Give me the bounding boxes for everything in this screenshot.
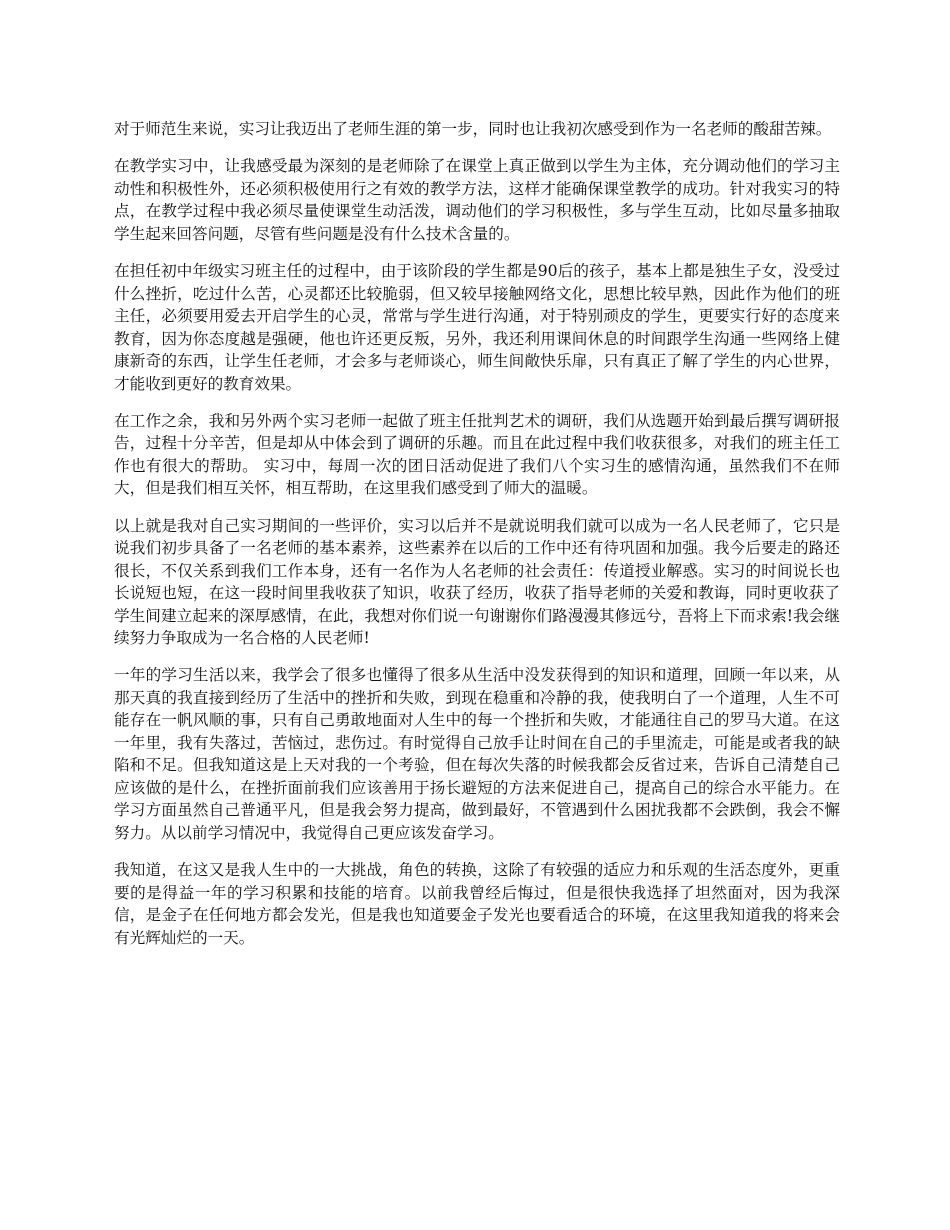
paragraph-5: 以上就是我对自己实习期间的一些评价，实习以后并不是就说明我们就可以成为一名人民老师了，它只是说我们初步具备了一名老师的基本素养，这些素养在以后的工作中还有待巩固和加强。我今后要走的路还很长，不仅关系到我们工作本身，还有一名作为人名老师的社会责任：传道授业解惑。实习的时间说长也长说短也短，在这一段时间里我收获了知识，收获了经历，收获了指导老师的关爱和教诲，同时更收获了学生间建立起来的深厚感情，在此，我想对你们说一句谢谢你们路漫漫其修远兮，吾将上下而求索!我会继续努力争取成为一名合格的人民老师! xyxy=(114,516,840,648)
paragraph-7: 我知道，在这又是我人生中的一大挑战，角色的转换，这除了有较强的适应力和乐观的生活态度外，更重要的是得益一年的学习积累和技能的培育。以前我曾经后悔过，但是很快我选择了坦然面对，因为我深信，是金子在任何地方都会发光，但是我也知道要金子发光也要看适合的环境，在这里我知道我的将来会有光辉灿烂的一天。 xyxy=(114,861,840,947)
paragraph-3: 在担任初中年级实习班主任的过程中，由于该阶段的学生都是90后的孩子，基本上都是独生子女，没受过什么挫折，吃过什么苦，心灵都还比较脆弱，但又较早接触网络文化，思想比较早熟，因此作为他们的班主任，必须要用爱去开启学生的心灵，常常与学生进行沟通，对于特别顽皮的学生，更要实行好的态度来教育，因为你态度越是强硬，他也许还更反叛，另外，我还利用课间休息的时间跟学生沟通一些网络上健康新奇的东西，让学生任老师，才会多与老师谈心，师生间敞快乐扉，只有真正了解了学生的内心世界，才能收到更好的教育效果。 xyxy=(114,262,840,393)
paragraph-6: 一年的学习生活以来，我学会了很多也懂得了很多从生活中没发获得到的知识和道理，回顾一年以来，从那天真的我直接到经历了生活中的挫折和失败，到现在稳重和冷静的我，使我明白了一个道理，人生不可能存在一帆风顺的事，只有自己勇敢地面对人生中的每一个挫折和失败，才能通往自己的罗马大道。在这一年里，我有失落过，苦恼过，悲伤过。有时觉得自己放手让时间在自己的手里流走，可能是或者我的缺陷和不足。但我知道这是上天对我的一个考验，但在每次失落的时候我都会反省过来，告诉自己清楚自己应该做的是什么，在挫折面前我们应该善用于扬长避短的方法来促进自己，提高自己的综合水平能力。在学习方面虽然自己普通平凡，但是我会努力提高，做到最好，不管遇到什么困扰我都不会跌倒，我会不懈努力。从以前学习情况中，我觉得自己更应该发奋学习。 xyxy=(114,666,840,842)
paragraph-4: 在工作之余，我和另外两个实习老师一起做了班主任批判艺术的调研，我们从选题开始到最后撰写调研报告，过程十分辛苦，但是却从中体会到了调研的乐趣。而且在此过程中我们收获很多，对我们的班主任工作也有很大的帮助。 实习中，每周一次的团日活动促进了我们八个实习生的感情沟通，虽然我们不在师大，但是我们相互关怀，相互帮助，在这里我们感受到了师大的温暖。 xyxy=(114,411,840,498)
paragraph-2: 在教学实习中，让我感受最为深刻的是老师除了在课堂上真正做到以学生为主体，充分调动他们的学习主动性和积极性外，还必须积极使用行之有效的教学方法，这样才能确保课堂教学的成功。针对我实习的特点，在教学过程中我必须尽量使课堂生动活泼，调动他们的学习积极性，多与学生互动，比如尽量多抽取学生起来回答问题，尽管有些问题是没有什么技术含量的。 xyxy=(114,157,840,243)
paragraph-1: 对于师范生来说，实习让我迈出了老师生涯的第一步，同时也让我初次感受到作为一名老师的酸甜苦辣。 xyxy=(114,120,832,138)
document-body xyxy=(114,118,840,964)
